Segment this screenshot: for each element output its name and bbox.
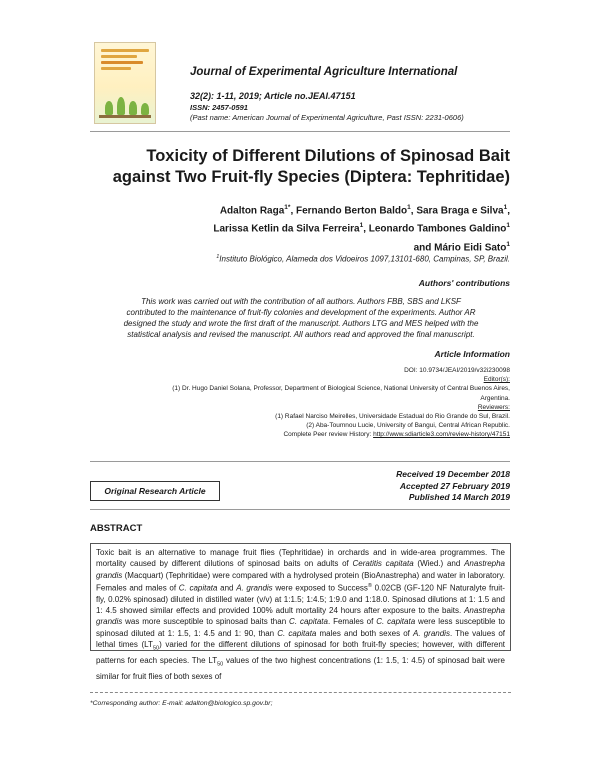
author-name: Adalton Raga	[219, 205, 285, 217]
journal-name: Journal of Experimental Agriculture International	[190, 66, 458, 78]
paper-title	[90, 146, 510, 188]
footnote-divider	[90, 692, 511, 693]
author-list: Adalton Raga$^{1*}$, Fernando Berton Baldo$^1$, Sara Braga e Silva$^1$, Larissa Ketlin da Silva Ferreira$^1$, Leonardo Tambones Galdino$^1$ and Mário Eidi Sato$^1$	[213, 204, 510, 253]
contributions-heading: Authors' contributions	[418, 278, 510, 288]
contributions-text: This work was carried out with the contribution of all authors. Authors FBB, SBS and LKSF contributed to the maintenance of fruit-fly colonies and development of the experiments. Author AR designed the study and wrote the first draft of the manuscript. Authors LTG and MES helped with the statistical analysis and revised the manuscript. All authors read and approved the final manuscript.	[123, 297, 479, 339]
corresponding-author-footnote: *Corresponding author: E-mail: adalton@biologico.sp.gov.br;	[90, 700, 273, 707]
title-line-1: Toxicity of Different Dilutions of Spinosad Bait	[146, 147, 510, 165]
review-history-link[interactable]: http://www.sdiarticle3.com/review-history/47151	[373, 431, 510, 439]
abstract-heading: ABSTRACT	[90, 523, 143, 534]
received-date: Received 19 December 2018	[396, 469, 510, 479]
article-info: DOI: 10.9734/JEAI/2019/v32i230098 Editor(s): (1) Dr. Hugo Daniel Solana, Professor, Department of Biological Science, National University of Central Buenos Aires, Argentina. Reviewers: (1) Rafael Narciso Meirelles, Universidade Estadual do Rio Grande do Sul, Brazil. (2) Aba-Toumnou Lucie, University of Bangui, Central African Republic. Complete Peer review History: http://www.sdiarticle3.com/review-history/47151	[150, 366, 510, 440]
author-name: Larissa Ketlin da Silva Ferreira	[213, 223, 360, 235]
doi: DOI: 10.9734/JEAI/2019/v32i230098	[404, 367, 510, 374]
accepted-date: Accepted 27 February 2019	[399, 480, 510, 491]
editor-label: Editor(s):	[483, 376, 510, 384]
author-name: Leonardo Tambones Galdino	[368, 223, 507, 235]
info-divider	[90, 461, 510, 462]
past-name: (Past name: American Journal of Experimental Agriculture, Past ISSN: 2231-0606)	[190, 113, 464, 122]
abstract-divider	[90, 509, 510, 510]
article-type-badge: Original Research Article	[90, 481, 220, 501]
article-info-heading: Article Information	[434, 349, 510, 359]
dates	[270, 469, 510, 504]
author-name: Fernando Berton Baldo	[296, 205, 408, 217]
header-divider	[90, 131, 510, 132]
published-date: Published 14 March 2019	[408, 492, 510, 502]
affiliation: $^1$Instituto Biológico, Alameda dos Vidoeiros 1097,13101-680, Campinas, SP, Brazil.	[216, 254, 510, 264]
abstract-box	[90, 543, 511, 681]
author-name: Sara Braga e Silva	[416, 205, 504, 217]
journal-cover-image	[94, 42, 156, 124]
issn: ISSN: 2457-0591	[190, 103, 248, 112]
abstract-text: Toxic bait is an alternative to manage fruit flies (Tephritidae) in orchards and in wide-area programmes. The mortality caused by different dilutions of spinosad baits on adults of Ceratitis capitata (Wied.) and Anastrepha grandis (Macquart) (Tephritidae) were compared with a hydrolysed protein (BioAnastrepha) and water in laboratory. Females and males of C. capitata and A. grandis were exposed to Success® 0.02CB (GF-120 NF Naturalyte fruit-fly, 0.02% spinosad) diluted in distilled water (v/v) at 1:1.5; 1:4.5; 1:9.0 and 1:18.0. Spinosad dilutions at 1: 1.5 and 1: 4.5 showed similar effects and provided 100% adult mortality 24 hours after exposure to the baits. Anastrepha grandis was more susceptible to spinosad baits than C. capitata. Females of C. capitata were less susceptible to spinosad diluted at 1: 1.5, 1: 4.5 and 1: 90, than C. capitata males and both sexes of A. grandis. The values of lethal times $(LT_{50})$ varied for the different dilutions of spinosad for both fruit-fly species; however, with different patterns for each species. The $LT_{50}$ values of the two highest concentrations (1: 1.5, 1: 4.5) of spinosad bait were similar for fruit flies of both sexes of	[96, 548, 506, 681]
volume-info: 32(2): 1-11, 2019; Article no.JEAI.47151	[190, 91, 356, 101]
author-name: Mário Eidi Sato	[434, 241, 507, 253]
title-line-2: against Two Fruit-fly Species (Diptera: Tephritidae)	[112, 168, 510, 186]
reviewers-label: Reviewers:	[477, 403, 510, 411]
